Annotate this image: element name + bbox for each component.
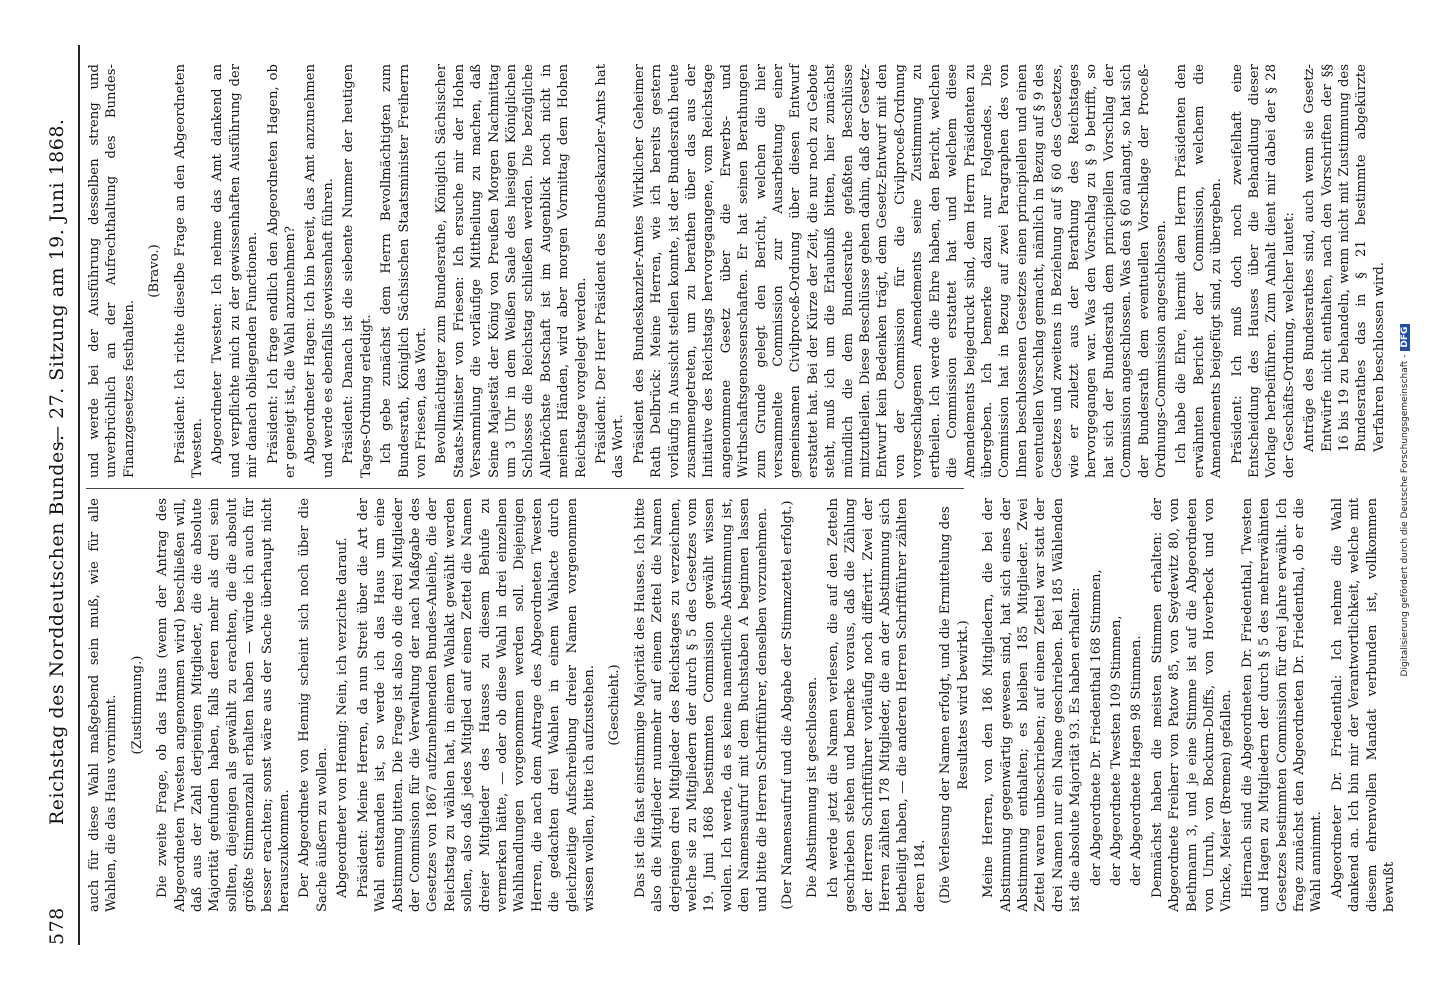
paragraph: Ich gebe zunächst dem Herrn Bevollmächtigten zum Bundesrath, Königlich Sächsischen Staatsminister Freiherrn von Friesen, das Wort. [379, 64, 429, 478]
speaker-paragraph: Abgeordneter Dr. Friedenthal: Ich nehme die Wahl dankend an. Ich bin mir der Verantwortlichkeit, welche mit diesem ehrenvollen Mandat verbunden ist, vollkommen bewußt [1329, 498, 1398, 912]
speaker-paragraph: Präsident: Meine Herren, da nun Streit über die Art der Wahl entstanden ist, so werde ich das Haus um eine Abstimmung bitten. Die Frage ist also ob die drei Mitglieder der Commission für die Verwaltung der nach Maßgabe des Gesetzes von 1867 aufzunehmenden Bundes-Anleihe, die der Reichstag zu wählen hat, in einem Wahlakt gewählt werden sollen, also daß jedes Mitglied auf einen Zettel die Namen dreier Mitglieder des Hauses zu diesem Behufe zu vermerken hätte, — oder ob diese Wahl in drei einzelnen Wahlhandlungen vorgenommen werden soll. Diejenigen Herren, die nach dem Antrage des Abgeordneten Twesten die gedachten drei Wahlen in einem Wahlacte durch gleichzeitige Aufschreibung dreier Namen vorgenommen wissen wollen, bitte ich aufzustehen. [355, 498, 597, 912]
remark: (Bravo.) [147, 244, 163, 298]
speaker-paragraph: Präsident: Ich richte dieselbe Frage an den Abgeordneten Twesten. [172, 64, 206, 478]
speaker-paragraph: Bevollmächtigter zum Bundesrathe, Königlich Sächsischer Staats-Minister von Friesen: Ich ersuche mir der Hohen Versammlung die vorläufige Mittheilung zu machen, daß Seine Majestät der König von Preußen Morgen Nachmittag um 3 Uhr in dem Weißen Saale des hiesigen Königlichen Schlosses die Reichstag schließen werden. Die bezügliche Allerhöchste Botschaft ist im Augenblick noch nicht in meinen Händen, wird aber morgen Vormittag dem Hohen Reichstage vorgelegt werden. [434, 64, 589, 478]
remark: (Der Namensaufruf und die Abgabe der Stimmzettel erfolgt.) [780, 500, 796, 910]
speaker-paragraph: Präsident: Der Herr Präsident des Bundeskanzler-Amts hat das Wort. [593, 64, 627, 478]
paragraph: Meine Herren, von den 186 Mitgliedern, die bei der Abstimmung gegenwärtig gewesen sind, hat sich eines der Abstimmung enthalten; es bleiben 185 Mitglieder. Zwei Zettel waren unbeschrieben; auf einem Zettel war statt der drei Namen nur ein Name geschrieben. Bei 185 Wählenden ist die absolute Majorität 93. Es haben erhalten: [981, 498, 1084, 912]
column-divider [86, 488, 964, 489]
paragraph: und werde bei der Ausführung desselben streng und unverbrüchlich an der Aufrechthaltung des Bundes-Finanzgesetzes festhalten. [87, 64, 137, 478]
column-left [86, 498, 1398, 912]
paragraph: Hiernach sind die Abgeordneten Dr. Friedenthal, Twesten und Hagen zu Mitgliedern der durch § 5 des mehrerwähnten Gesetzes bestimmten Commission für drei Jahre erwählt. Ich frage zunächst den Abgeordneten Dr. Friedenthal, ob er die Wahl annimmt. [1239, 498, 1325, 912]
remark: (Geschieht.) [607, 664, 623, 746]
dfg-logo: DFG [1400, 324, 1410, 351]
paragraph: Das ist die fast einstimmige Majorität des Hauses. Ich bitte also die Mitglieder nunmehr auf einem Zettel die Namen derjenigen drei Mitglieder des Reichstages zu verzeichnen, welche sie zu Mitgliedern der durch § 5 des Gesetzes vom 19. Juni 1868 bestimmten Commission gewählt wissen wollen. Ich werde, da es keine namentliche Abstimmung ist, den Namensaufruf mit dem Buchstaben A beginnen lassen und bitte die Herren Schriftführer, denselben vorzunehmen. [632, 498, 770, 912]
remark: (Die Verlesung der Namen erfolgt, und die Ermittelung des Resultates wird bewirkt.) [938, 506, 971, 904]
paragraph: auch für diese Wahl maßgebend sein muß, wie für alle Wahlen, die das Haus vornimmt. [87, 498, 120, 912]
paragraph: Die zweite Frage, ob das Haus (wenn der Antrag des Abgeordneten Twesten angenommen wird) beschließen will, daß aus der Zahl derjenigen Mitglieder, die die absolute Majorität gefunden haben, falls deren mehr als drei sein sollten, diejenigen als gewählt zu erachten, die die absolut größte Stimmenzahl erhalten haben — würde ich auch für besser erachten; sonst wäre aus der Sache überhaupt nicht herauszukommen. [155, 498, 293, 912]
remark: (Zustimmung.) [129, 655, 145, 755]
vote-result: der Abgeordnete Dr. Friedenthal 168 Stimmen, [1088, 569, 1104, 886]
running-header [42, 45, 76, 945]
speaker-paragraph: Abgeordneter Twesten: Ich nehme das Amt dankend an und verpflichte mich zu der gewissenhaften Ausführung der mir danach obliegenden Functionen. [210, 64, 261, 478]
speaker-paragraph: Präsident: Ich muß doch noch zweifelhaft eine Entscheidung des Hauses über die Behandlung dieser Vorlage herbeiführen. Zum Anhalt dient mir dabei der § 28 der Geschäfts-Ordnung, welcher lautet: [1229, 64, 1297, 478]
credit-text: Digitalisierung gefördert durch die Deutsche Forschungsgemeinschaft - [1400, 354, 1410, 677]
paragraph: Der Abgeordnete von Hennig scheint sich noch über die Sache äußern zu wollen. [297, 498, 330, 912]
paragraph: Ich werde jetzt die Namen verlesen, die auf den Zetteln geschrieben stehen und bemerke voraus, daß die Zählung der Herren Schriftführer vorläufig noch differirt. Zwei der Herren zählten 178 Mitglieder, die an der Abstimmung sich betheiligt haben, — die anderen Herren Schriftführer zählten deren 184. [825, 498, 928, 912]
speaker-paragraph: Präsident: Danach ist die siebente Nummer der heutigen Tages-Ordnung erledigt. [341, 64, 374, 478]
quoted-rule: Anträge des Bundesrathes sind, auch wenn sie Gesetz-Entwürfe nicht enthalten, nach den Vorschriften der §§ 16 bis 19 zu behandeln, wenn nicht mit Zustimmung des Bundesrathes das in § 21 bestimmte abgekürzte Verfahren beschlossen wird. [1302, 64, 1387, 452]
speaker-paragraph: Präsident des Bundeskanzler-Amtes Wirklicher Geheimer Rath Delbrück: Meine Herren, wie ich bereits gestern vorläufig in Aussicht stellen konnte, ist der Bundesrath heute zusammengetreten, um zu berathen über das aus der Initiative des Reichstags hervorgegangene, vom Reichstage angenommene Gesetz über die Erwerbs- und Wirthschaftsgenossenschaften. Er hat seinen Berathungen zum Grunde gelegt den Bericht, welchen die hier versammelte Commission zur Ausarbeitung einer gemeinsamen Civilproceß-Ordnung über diesen Entwurf erstattet hat. Bei der Kürze der Zeit, die nur noch zu Gebote steht, muß ich um die Erlaubniß bitten, hier zunächst mündlich die dem Bundesrathe gefaßten Beschlüsse mitzutheilen. Diese Beschlüsse gehen dahin, daß der Gesetz-Entwurf kein Bedenken trägt, dem Gesetz-Entwurf mit den von der Commission für die Civilproceß-Ordnung vorgeschlagenen Amendements seine Zustimmung zu ertheilen. Ich werde die Ehre haben, den Bericht, welchen die Commission erstattet hat und welchem diese Amendements beigedruckt sind, dem Herrn Präsidenten zu übergeben. Ich bemerke dazu nur Folgendes. Die Commission hat in Bezug auf zwei Paragraphen des von Ihnen beschlossenen Gesetzes einen principiellen und einen eventuellen Vorschlag gemacht, nämlich in Bezug auf § 9 des Gesetzes und zweitens in Beziehung auf § 60 des Gesetzes, wie er zuletzt aus der Berathung des Reichstages hervorgegangen war. Was den Vorschlag zu § 9 betrifft, so hat sich der Bundesrath dem principiellen Vorschlag der Commission angeschlossen. Was den § 60 anlangt, so hat sich der Bundesrath dem eventuellen Vorschlage der Proceß-Ordnungs-Commission angeschlossen. [631, 64, 1169, 478]
paragraph: Ich habe die Ehre, hiermit dem Herrn Präsidenten den erwähnten Bericht der Commission, welchem die Amendements beigefügt sind, zu übergeben. [1174, 64, 1225, 478]
speaker-paragraph: Abgeordneter von Hennig: Nein, ich verzichte darauf. [335, 537, 351, 898]
page-number: 578 [46, 907, 68, 945]
speaker-paragraph: Abgeordneter Hagen: Ich bin bereit, das Amt anzunehmen und werde es ebenfalls gewissenhaft führen. [303, 64, 336, 478]
column-right [86, 64, 1387, 478]
speaker-paragraph: Präsident: Ich frage endlich den Abgeordneten Hagen, ob er geneigt ist, die Wahl anzunehmen? [265, 64, 299, 478]
paragraph: Die Abstimmung ist geschlossen. [805, 676, 821, 898]
vote-result: der Abgeordnete Hagen 98 Stimmen. [1129, 635, 1145, 886]
header-left-title: Reichstag des Norddeutschen Bundes. [46, 434, 68, 825]
paragraph: Demnächst haben die meisten Stimmen erhalten: der Abgeordnete Freiherr von Patow 85, von Seydewitz 80, von Bethmann 3, und je eine Stimme ist auf die Abgeordneten von Unruh, von Bockum-Dolffs, von Hoverbeck und von Vincke, Meier (Bremen) gefallen. [1149, 498, 1235, 912]
vote-result: der Abgeordnete Twesten 109 Stimmen, [1108, 615, 1124, 886]
header-right-title: — 27. Sitzung am 19. Juni 1868. [46, 118, 68, 445]
header-rule [78, 45, 80, 945]
digitization-credit [1400, 0, 1424, 1000]
